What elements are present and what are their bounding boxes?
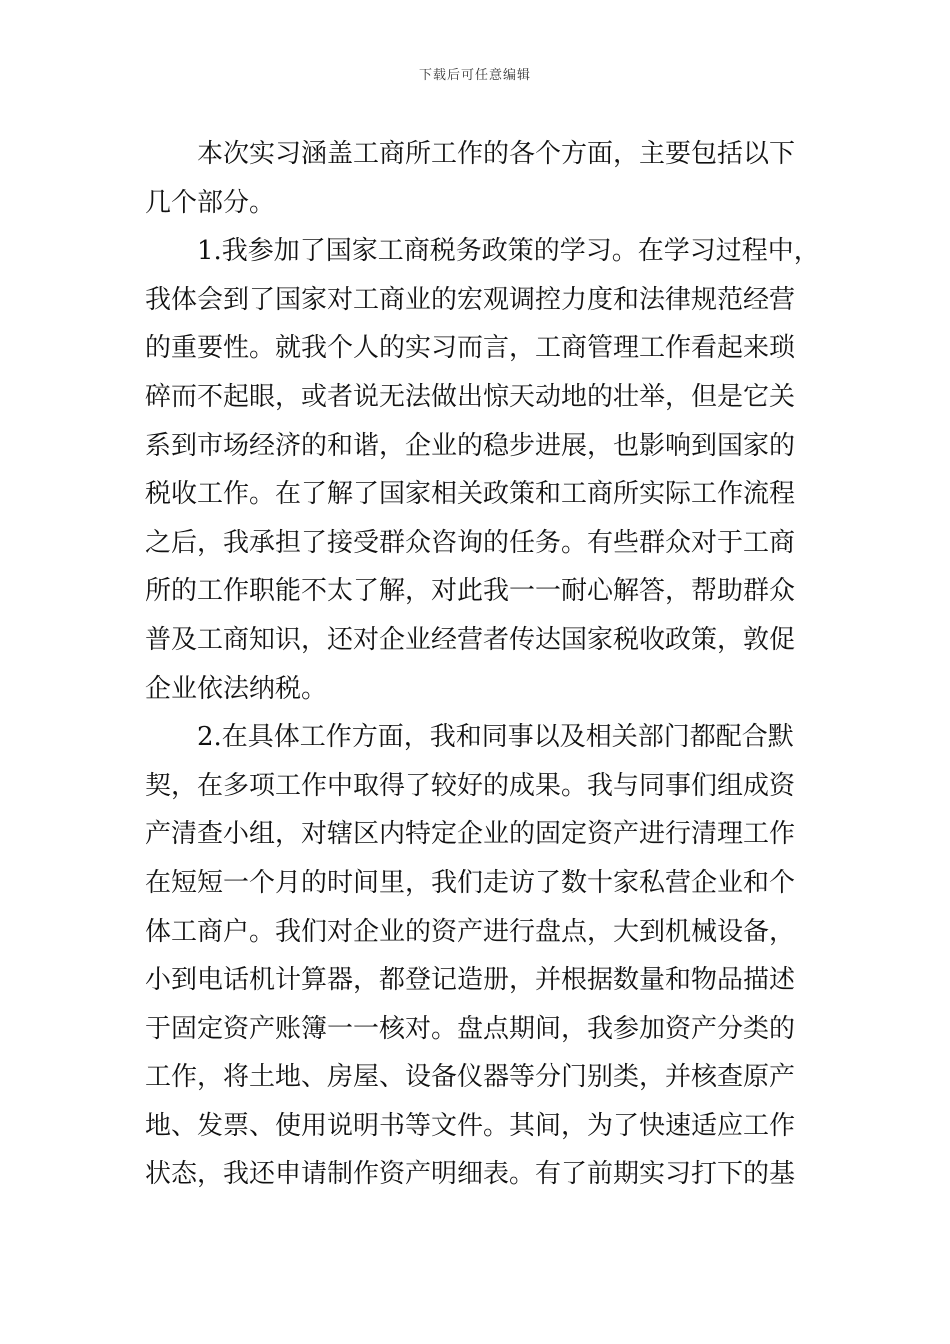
- page-header: 下载后可任意编辑: [418, 68, 531, 83]
- text-line: 税收工作。在了解了国家相关政策和工商所实际工作流程: [145, 479, 796, 510]
- text-line: 几个部分。: [145, 187, 276, 218]
- text-line: 地、发票、使用说明书等文件。其间，为了快速适应工作: [145, 1110, 796, 1141]
- text-line: 所的工作职能不太了解，对此我一一耐心解答，帮助群众: [145, 576, 796, 607]
- text-line: 产清查小组，对辖区内特定企业的固定资产进行清理工作: [145, 819, 796, 850]
- text-line: 体工商户。我们对企业的资产进行盘点，大到机械设备，: [145, 916, 796, 947]
- text-line: 企业依法纳税。: [145, 673, 328, 704]
- text-line: 我体会到了国家对工商业的宏观调控力度和法律规范经营: [145, 284, 796, 315]
- text-line: 之后，我承担了接受群众咨询的任务。有些群众对于工商: [145, 527, 796, 558]
- text-line: 于固定资产账簿一一核对。盘点期间，我参加资产分类的: [145, 1013, 796, 1044]
- text-line: 契，在多项工作中取得了较好的成果。我与同事们组成资: [145, 770, 796, 801]
- text-line: 2.在具体工作方面，我和同事以及相关部门都配合默: [197, 722, 794, 753]
- text-line: 在短短一个月的时间里，我们走访了数十家私营企业和个: [145, 867, 796, 898]
- text-line: 本次实习涵盖工商所工作的各个方面，主要包括以下: [197, 139, 796, 169]
- text-line: 普及工商知识，还对企业经营者传达国家税收政策，敦促: [145, 624, 796, 655]
- document-body: [145, 130, 825, 1199]
- text-line: 小到电话机计算器，都登记造册，并根据数量和物品描述: [145, 965, 796, 996]
- text-line: 碎而不起眼，或者说无法做出惊天动地的壮举，但是它关: [145, 381, 796, 412]
- text-line: 的重要性。就我个人的实习而言，工商管理工作看起来琐: [145, 333, 796, 364]
- text-line: 工作，将土地、房屋、设备仪器等分门别类，并核查原产: [145, 1062, 796, 1093]
- text-line: 系到市场经济的和谐，企业的稳步进展，也影响到国家的: [145, 430, 796, 461]
- text-line: 1.我参加了国家工商税务政策的学习。在学习过程中，: [197, 236, 820, 267]
- text-line: 状态，我还申请制作资产明细表。有了前期实习打下的基: [145, 1159, 796, 1190]
